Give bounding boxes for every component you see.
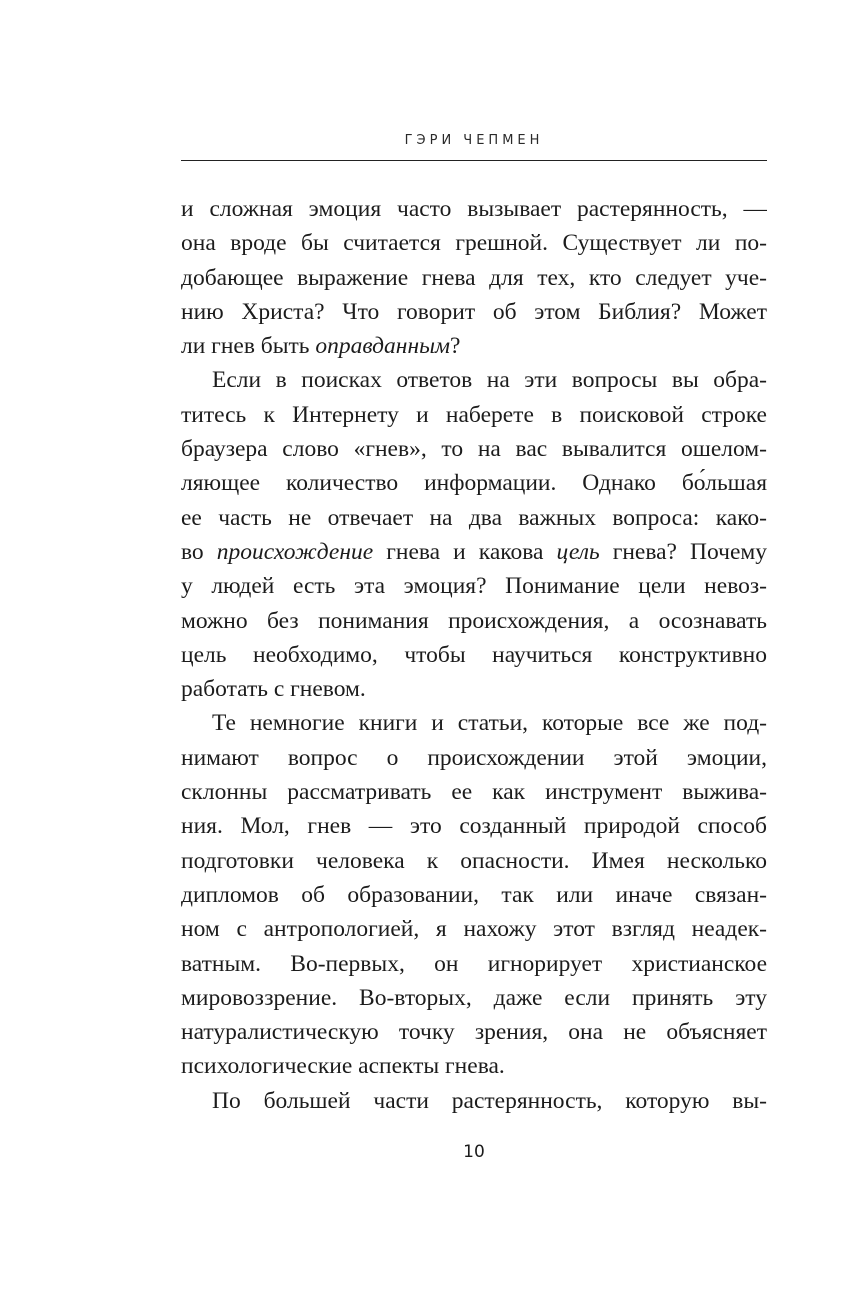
text-line: Если в поисках ответов на эти вопросы вы обра- (212, 367, 767, 394)
header-rule (181, 160, 767, 161)
text-line (181, 329, 767, 363)
text-fragment: гнева и какова (373, 538, 557, 565)
text-line: дипломов об образовании, так или иначе связан- (181, 881, 767, 908)
text-line: ляющее количество информации. Однако бо́льшая (181, 470, 767, 497)
text-line: натуралистическую точку зрения, она не объясняет (181, 1019, 767, 1046)
italic-emphasis: происхождение (216, 538, 374, 565)
text-fragment: ? (450, 333, 461, 360)
text-line: ния. Мол, гнев — это созданный природой способ (181, 813, 767, 840)
page-number: 10 (463, 1142, 485, 1162)
text-line: психологические аспекты гнева. (181, 1053, 505, 1080)
text-fragment: гнева? Почему (599, 538, 767, 565)
text-line: цель необходимо, чтобы научиться конструктивно (181, 641, 767, 668)
body-text (181, 192, 767, 1118)
text-line: мировоззрение. Во-вторых, даже если принять эту (181, 984, 767, 1011)
text-line: можно без понимания происхождения, а осознавать (181, 607, 767, 634)
text-line: склонны рассматривать ее как инструмент выжива- (181, 779, 767, 806)
text-line: браузера слово «гнев», то на вас вывалится ошелом- (181, 436, 767, 463)
text-line: она вроде бы считается грешной. Существует ли по- (181, 230, 767, 257)
text-line: работать с гневом. (181, 676, 366, 703)
text-fragment: во (181, 538, 217, 565)
text-line: подготовки человека к опасности. Имея несколько (181, 847, 767, 874)
text-line: ватным. Во-первых, он игнорирует христианское (181, 950, 767, 977)
italic-emphasis: оправданным (315, 333, 451, 360)
text-line: добающее выражение гнева для тех, кто следует уче- (181, 264, 767, 291)
text-line: По большей части растерянность, которую вы- (212, 1087, 767, 1114)
text-line (181, 535, 767, 569)
text-fragment: ли гнев быть (181, 333, 316, 360)
text-line: у людей есть эта эмоция? Понимание цели невоз- (181, 573, 767, 600)
text-line: и сложная эмоция часто вызывает растерянность, — (181, 196, 767, 222)
text-line: ном с антропологией, я нахожу этот взгляд неадек- (181, 916, 767, 943)
text-line: нимают вопрос о происхождении этой эмоции, (181, 744, 767, 771)
text-line: титесь к Интернету и наберете в поисковой строке (181, 401, 767, 428)
text-line: нию Христа? Что говорит об этом Библия? Может (181, 298, 767, 325)
text-line: ее часть не отвечает на два важных вопроса: како- (181, 504, 767, 531)
italic-emphasis: цель (556, 538, 600, 565)
text-line: Те немногие книги и статьи, которые все же под- (212, 710, 767, 737)
running-head: ГЭРИ ЧЕПМЕН (404, 133, 544, 148)
